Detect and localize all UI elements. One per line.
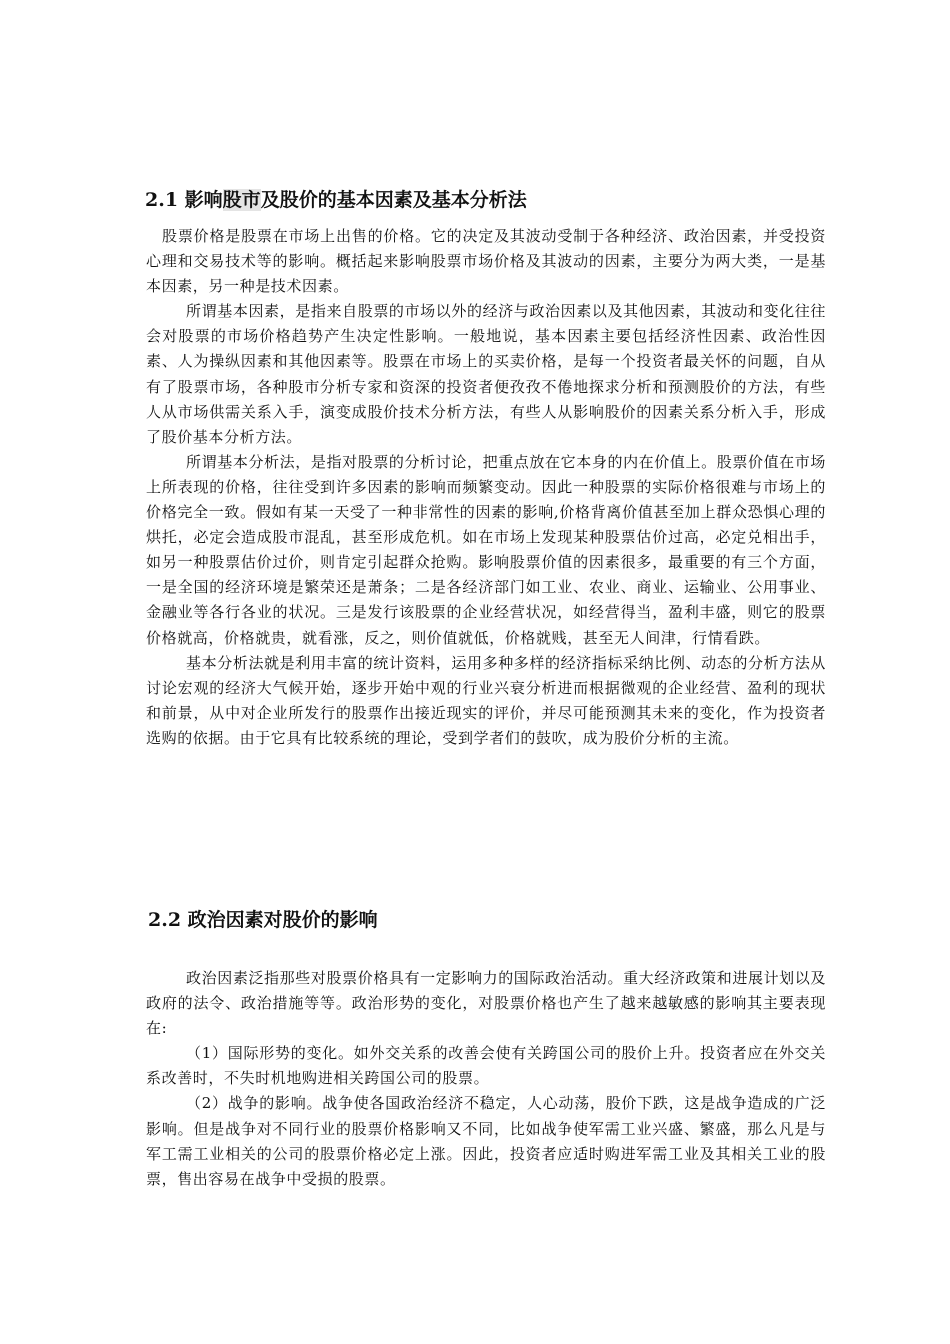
- list-item: （1）国际形势的变化。如外交关系的改善会使有关跨国公司的股价上升。投资者应在外交关系改善时，不失时机地购进相关跨国公司的股票。: [146, 1044, 826, 1088]
- paragraph: 基本分析法就是利用丰富的统计资料，运用多种多样的经济指标采纳比例、动态的分析方法从讨论宏观的经济大气候开始，逐步开始中观的行业兴衰分析进而根据微观的企业经营、盈利的现状和前景，从中对企业所发行的股票作出接近现实的评价，并尽可能预测其未来的变化，作为投资者选购的依据。由于它具有比较系统的理论，受到学者们的鼓吹，成为股价分析的主流。: [146, 653, 826, 747]
- paragraph: 股票价格是股票在市场上出售的价格。它的决定及其波动受制于各种经济、政治因素，并受投资心理和交易技术等的影响。概括起来影响股票市场价格及其波动的因素，主要分为两大类，一是基本因素，另一种是技术因素。: [146, 227, 826, 296]
- section-2-body: [146, 966, 826, 1192]
- section-1-title-highlight: 股市: [222, 189, 261, 211]
- section-1-title: [145, 188, 527, 212]
- list-item: （2）战争的影响。战争使各国政治经济不稳定，人心动荡，股价下跌，这是战争造成的广泛影响。但是战争对不同行业的股票价格影响又不同，比如战争使军需工业兴盛、繁盛，那么凡是与军工需工业相关的公司的股票价格必定上涨。因此，投资者应适时购进军需工业及其相关工业的股票，售出容易在战争中受损的股票。: [146, 1094, 826, 1188]
- paragraph: 所谓基本分析法，是指对股票的分析讨论，把重点放在它本身的内在价值上。股票价值在市场上所表现的价格，往往受到许多因素的影响而频繁变动。因此一种股票的实际价格很难与市场上的价格完全一致。假如有某一天受了一种非常性的因素的影响,价格背离价值甚至加上群众恐惧心理的烘托，必定会造成股市混乱，甚至形成危机。如在市场上发现某种股票估价过高，必定兑相出手，如另一种股票估价过价，则肯定引起群众抢购。影响股票价值的因素很多，最重要的有三个方面，一是全国的经济环境是繁荣还是萧条；二是各经济部门如工业、农业、商业、运输业、公用事业、金融业等各行各业的状况。三是发行该股票的企业经营状况，如经营得当，盈利丰盛，则它的股票价格就高，价格就贵，就看涨，反之，则价值就低，价格就贱，甚至无人间津，行情看跌。: [146, 452, 826, 647]
- section-1-title-prefix: 2.1 影响: [145, 189, 223, 211]
- paragraph: 所谓基本因素，是指来自股票的市场以外的经济与政治因素以及其他因素，其波动和变化往往会对股票的市场价格趋势产生决定性影响。一般地说，基本因素主要包括经济性因素、政治性因素、人为操纵因素和其他因素等。股票在市场上的买卖价格，是每一个投资者最关怀的问题，自从有了股票市场，各种股市分析专家和资深的投资者便孜孜不倦地探求分析和预测股价的方法，有些人从市场供需关系入手，演变成股价技术分析方法，有些人从影响股价的因素关系分析入手，形成了股价基本分析方法。: [146, 302, 826, 446]
- section-2-title: 2.2 政治因素对股价的影响: [148, 909, 378, 931]
- paragraph: 政治因素泛指那些对股票价格具有一定影响力的国际政治活动。重大经济政策和进展计划以及政府的法令、政治措施等等。政治形势的变化，对股票价格也产生了越来越敏感的影响其主要表现在:: [146, 969, 826, 1038]
- section-1-body: [146, 224, 826, 751]
- section-1-title-suffix: 及股价的基本因素及基本分析法: [260, 189, 527, 211]
